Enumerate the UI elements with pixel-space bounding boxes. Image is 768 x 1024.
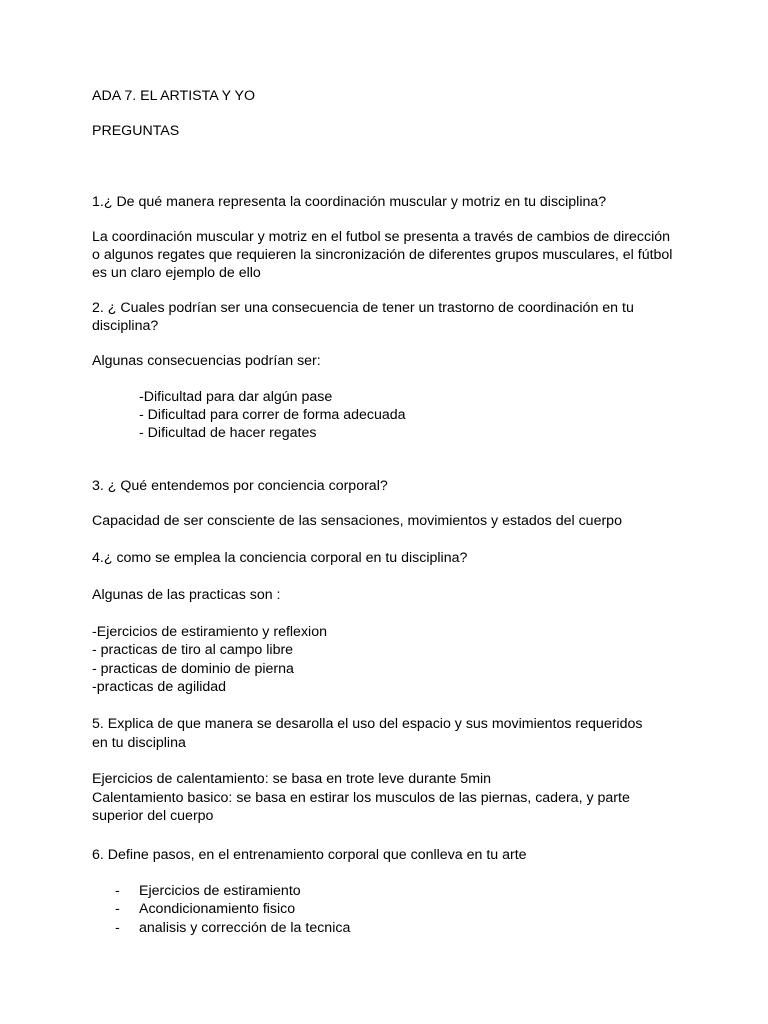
answer-1-line: es un claro ejemplo de ello — [92, 265, 261, 281]
bullet-dash: - — [115, 901, 120, 917]
answer-4-intro: Algunas de las practicas son : — [92, 587, 281, 603]
question-2-line: disciplina? — [92, 318, 159, 334]
question-1: 1.¿ De qué manera representa la coordinación muscular y motriz en tu disciplina? — [92, 194, 607, 210]
answer-5-line: superior del cuerpo — [92, 808, 214, 824]
list-item: - Dificultad para correr de forma adecuada — [139, 407, 406, 423]
bullet-dash: - — [115, 883, 120, 899]
list-item: analisis y corrección de la tecnica — [139, 920, 351, 936]
question-6: 6. Define pasos, en el entrenamiento corporal que conlleva en tu arte — [92, 847, 527, 863]
list-item: Ejercicios de estiramiento — [139, 883, 301, 899]
answer-3: Capacidad de ser consciente de las sensaciones, movimientos y estados del cuerpo — [92, 513, 622, 529]
document-title: ADA 7. EL ARTISTA Y YO — [92, 88, 255, 104]
answer-1-line: o algunos regates que requieren la sincronización de diferentes grupos musculares, el fútbol — [92, 247, 673, 263]
list-item: -Ejercicios de estiramiento y reflexion — [92, 624, 327, 640]
list-item: Acondicionamiento fisico — [139, 901, 296, 917]
list-item: - practicas de dominio de pierna — [92, 661, 294, 677]
answer-5-line: Ejercicios de calentamiento: se basa en trote leve durante 5min — [92, 771, 492, 787]
question-5-line: en tu disciplina — [92, 735, 186, 751]
document-subtitle: PREGUNTAS — [92, 123, 180, 139]
answer-5-line: Calentamiento basico: se basa en estirar los musculos de las piernas, cadera, y parte — [92, 790, 630, 806]
question-2-line: 2. ¿ Cuales podrían ser una consecuencia de tener un trastorno de coordinación en tu — [92, 300, 634, 316]
question-4: 4.¿ como se emplea la conciencia corporal en tu disciplina? — [92, 550, 468, 566]
question-3: 3. ¿ Qué entendemos por conciencia corporal? — [92, 478, 388, 494]
question-5-line: 5. Explica de que manera se desarolla el uso del espacio y sus movimientos requeridos — [92, 716, 643, 732]
list-item: -practicas de agilidad — [92, 679, 227, 695]
list-item: - Dificultad de hacer regates — [139, 425, 317, 441]
list-item: - practicas de tiro al campo libre — [92, 642, 294, 658]
list-item: -Dificultad para dar algún pase — [139, 389, 333, 405]
answer-2-intro: Algunas consecuencias podrían ser: — [92, 353, 321, 369]
bullet-dash: - — [115, 920, 120, 936]
answer-1-line: La coordinación muscular y motriz en el futbol se presenta a través de cambios de dirección — [92, 229, 671, 245]
